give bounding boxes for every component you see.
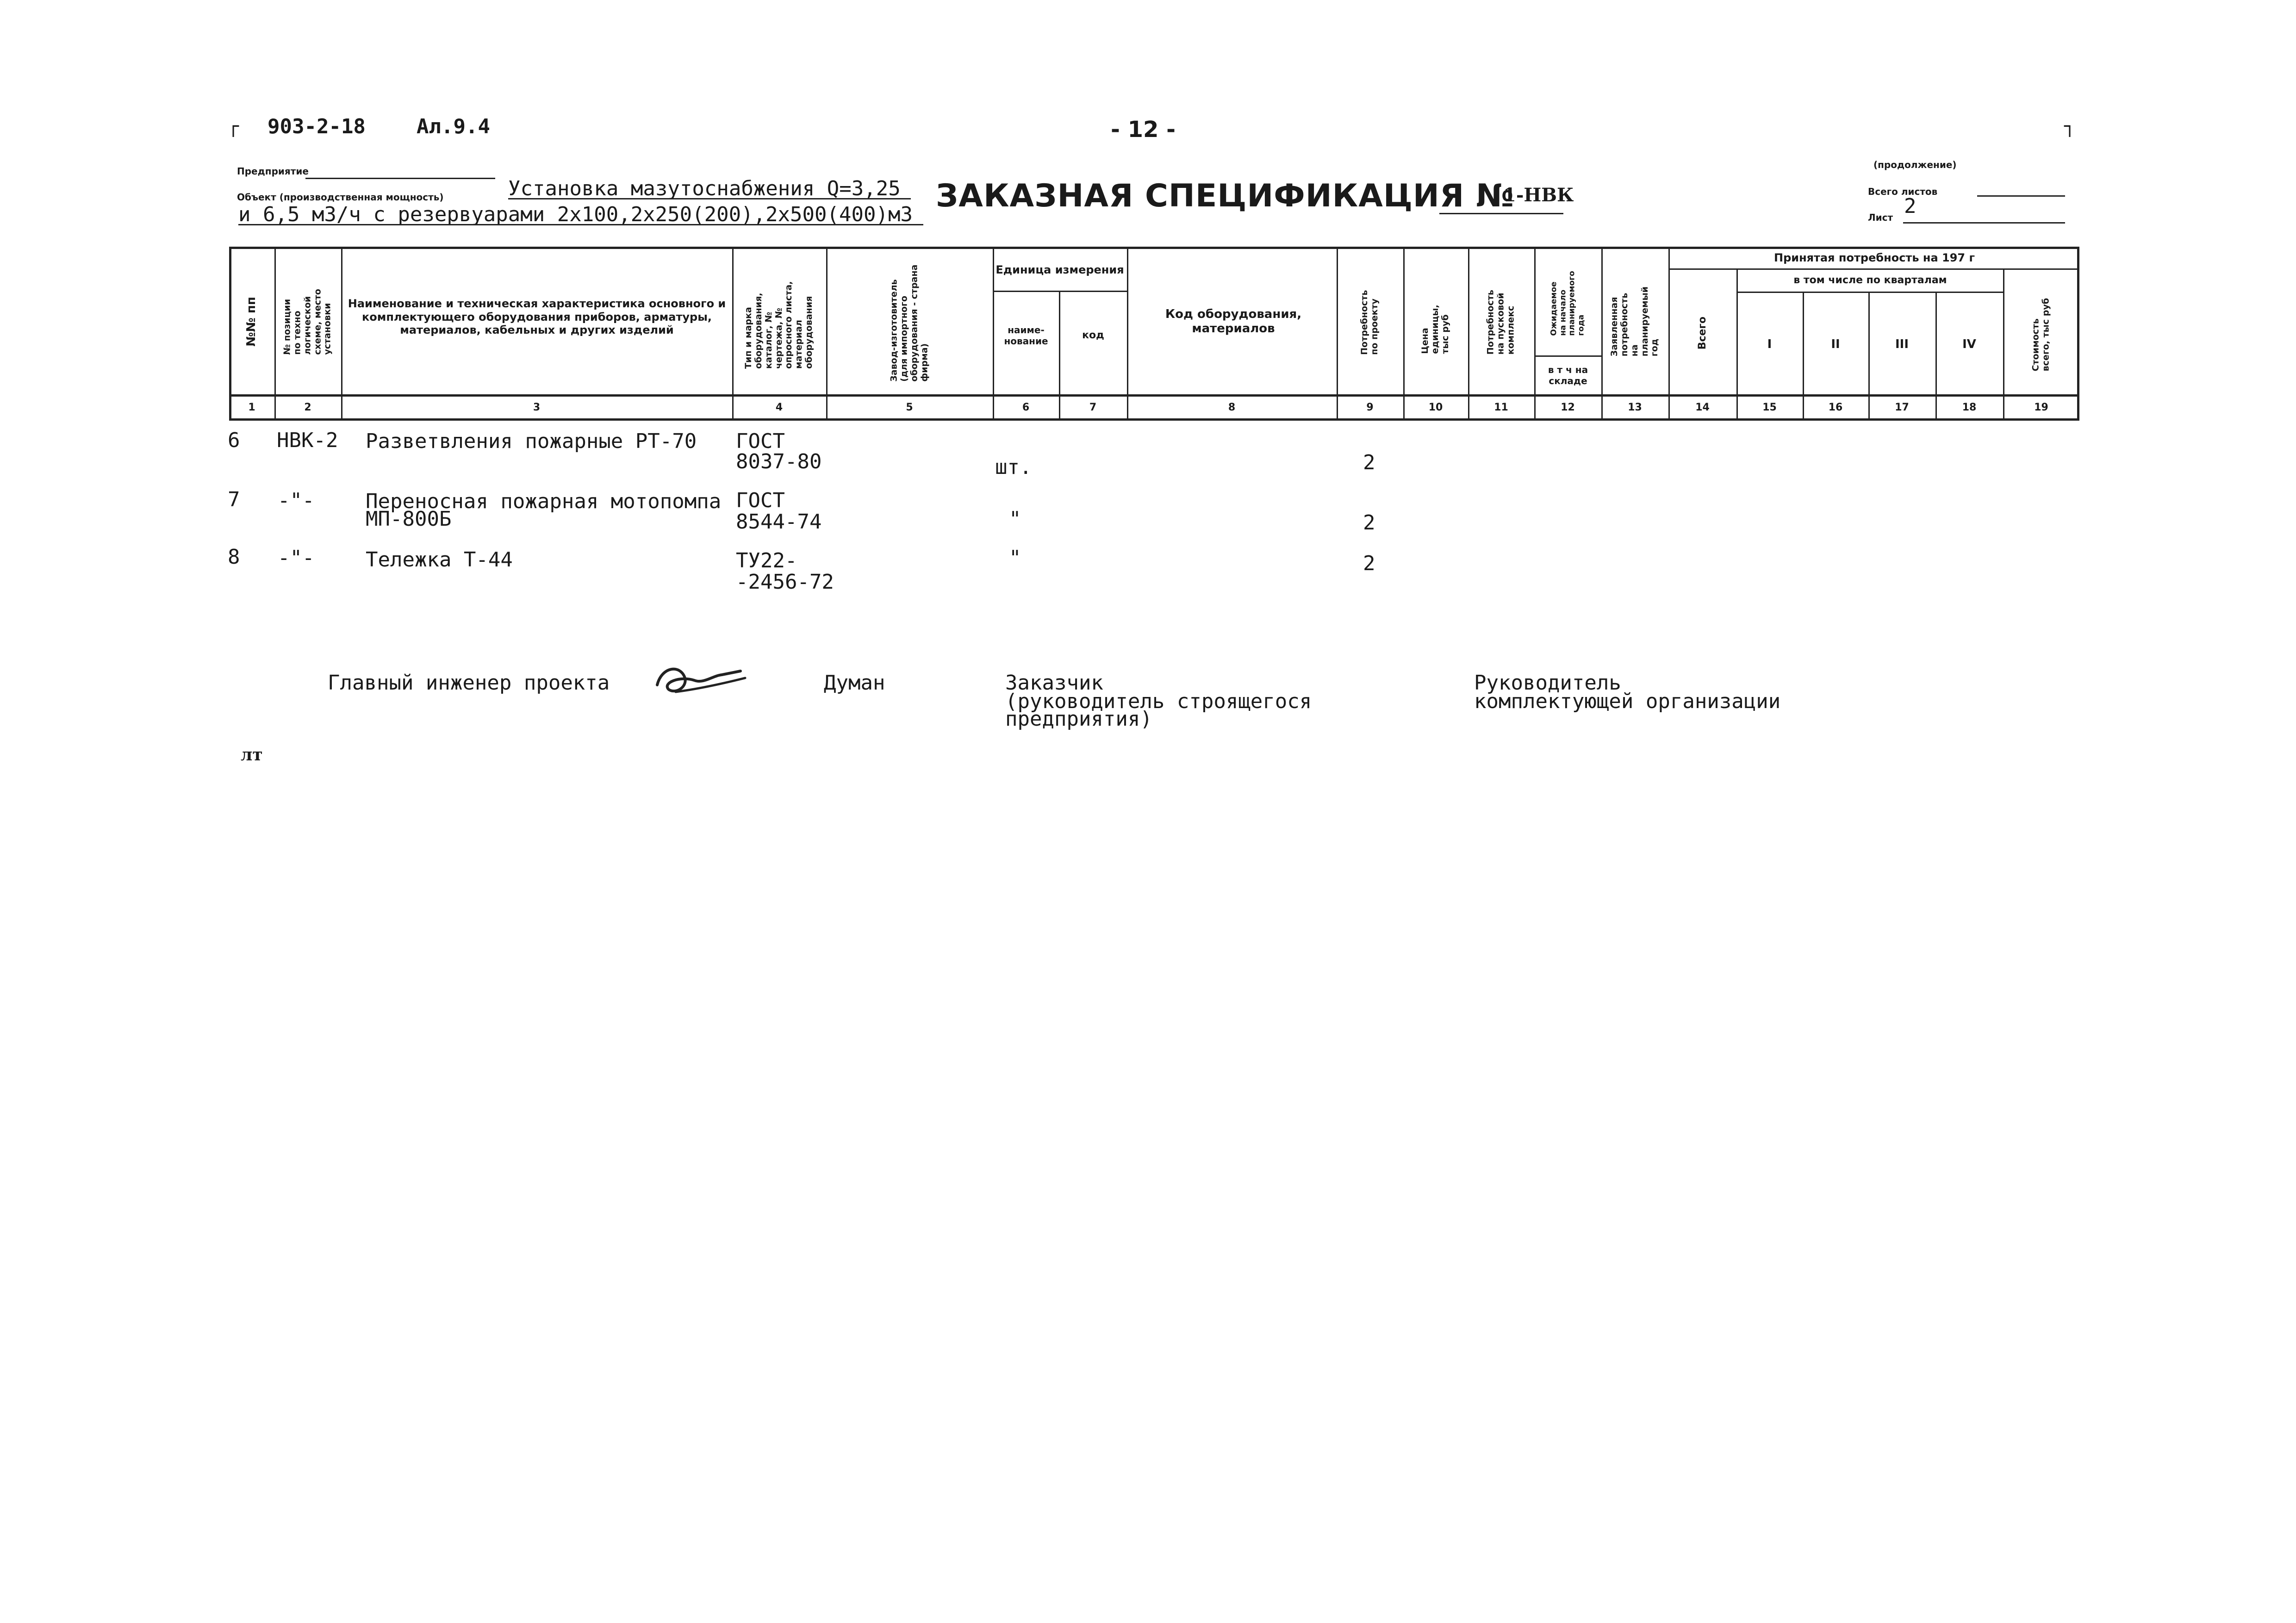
sheet-underline (1903, 222, 2065, 224)
sheet-value: 2 (1904, 194, 1916, 218)
row-standard: ТУ22- (736, 549, 797, 572)
album-number: Ал.9.4 (417, 115, 490, 138)
column-number: 11 (1494, 402, 1508, 413)
customer-line-1: Заказчик (1005, 671, 1103, 695)
row-number: 8 (228, 545, 240, 569)
header-col-15: I (1767, 337, 1772, 352)
row-unit: " (1009, 507, 1021, 531)
column-number: 3 (533, 402, 541, 413)
header-col-19: Стоимость всего, тыс руб (2030, 298, 2051, 372)
row-standard: ГОСТ (736, 489, 785, 512)
header-col-2: № позиции по техно логической схеме, место установки (282, 289, 333, 355)
row-standard: ГОСТ (736, 429, 785, 453)
footer-mark: лт (241, 745, 263, 765)
enterprise-label: Предприятие (237, 166, 309, 177)
supplier-line-2: комплектующей организации (1474, 690, 1781, 713)
spec-title: ЗАКАЗНАЯ СПЕЦИФИКАЦИЯ № (936, 178, 1514, 214)
header-unit-group: Единица измерения (996, 263, 1124, 276)
row-number: 6 (228, 429, 240, 452)
customer-line-3: предприятия) (1005, 707, 1152, 731)
row-name: Разветвления пожарные РТ-70 (366, 429, 697, 453)
row-quantity: 2 (1363, 511, 1375, 535)
enterprise-underline (305, 178, 495, 179)
row-divider (1736, 292, 2003, 293)
column-number: 9 (1366, 402, 1374, 413)
row-name: Тележка Т-44 (366, 548, 513, 572)
header-col-3: Наименование и техническая характеристика основного и комплектующего оборудования приборов, арматуры, материалов, кабельных и других изделий (348, 297, 726, 337)
column-number: 1 (248, 402, 255, 413)
object-underline-2 (238, 224, 923, 225)
column-number: 7 (1089, 402, 1097, 413)
row-number: 7 (228, 488, 240, 511)
header-col-5: Завод-изготовитель (для импортного оборудования - страна фирма) (889, 264, 929, 382)
column-number: 15 (1762, 402, 1777, 413)
document-code: 903-2-18 (268, 115, 366, 138)
row-position: НВК-2 (277, 429, 338, 452)
total-sheets-underline (1977, 195, 2065, 197)
object-line-2: и 6,5 м3/ч с резервуарами 2х100,2х250(200),2х500(400)м3 (238, 203, 913, 226)
row-divider (993, 291, 1127, 292)
header-accepted-group: Принятая потребность на 197 г (1773, 251, 1975, 264)
customer-line-2: (руководитель строящегося (1005, 690, 1312, 713)
header-col-1: №№ пп (244, 297, 259, 347)
row-divider (1534, 355, 1601, 357)
column-number: 8 (1228, 402, 1236, 413)
header-col-18: IV (1962, 337, 1976, 352)
row-name-2: МП-800Б (366, 507, 452, 531)
header-col-13: Заявленная потребность на планируемый год (1609, 286, 1660, 357)
header-col-9: Потребность по проекту (1359, 290, 1380, 355)
column-number: 4 (775, 402, 783, 413)
object-line-1: Установка мазутоснабжения Q=3,25 (508, 177, 901, 200)
column-number: 2 (304, 402, 311, 413)
row-unit: шт. (995, 455, 1032, 479)
column-number: 12 (1561, 402, 1575, 413)
header-col-6: наиме-нование (1004, 324, 1048, 347)
total-sheets-label: Всего листов (1868, 186, 1938, 197)
row-name: Переносная пожарная мотопомпа (366, 490, 722, 513)
row-standard-2: -2456-72 (736, 570, 834, 594)
header-col-17: III (1895, 337, 1909, 352)
row-divider (1668, 268, 2079, 270)
continuation-label: (продолжение) (1873, 159, 1957, 170)
column-number: 5 (906, 402, 913, 413)
column-number: 17 (1895, 402, 1909, 413)
row-quantity: 2 (1363, 552, 1375, 575)
chief-engineer-name: Думан (824, 671, 885, 695)
header-col-14: Всего (1696, 317, 1708, 350)
header-col-4: Тип и марка оборудования, каталог, № чертежа, № опросного листа, материал оборудования (743, 281, 815, 369)
supplier-line-1: Руководитель (1474, 671, 1621, 695)
column-number: 16 (1828, 402, 1843, 413)
header-col-10: Цена единицы, тыс руб (1420, 305, 1450, 354)
header-quarters-group: в том числе по кварталам (1793, 274, 1947, 286)
row-divider (229, 394, 2079, 397)
header-col-11: Потребность на пусковой комплекс (1485, 290, 1516, 355)
header-col-12-bottom: в т ч на складе (1548, 364, 1588, 386)
object-label: Объект (производственная мощность) (237, 192, 444, 203)
corner-mark-left: ┌ (228, 116, 239, 137)
spec-number: 1-НВК (1503, 184, 1574, 206)
page-number: - 12 - (1111, 117, 1176, 143)
chief-engineer-label: Главный инженер проекта (328, 671, 610, 695)
signature-mark-icon (648, 657, 750, 703)
sheet-label: Лист (1868, 212, 1893, 223)
column-number: 19 (2034, 402, 2048, 413)
row-unit: " (1009, 546, 1021, 570)
row-position: -"- (278, 489, 315, 512)
col-divider (1059, 291, 1060, 421)
header-col-12-top: Ожидаемое на начало планируемого года (1549, 271, 1586, 336)
row-quantity: 2 (1363, 451, 1375, 474)
header-col-7: код (1082, 329, 1104, 341)
header-col-16: II (1831, 337, 1840, 352)
header-col-8: Код оборудования, материалов (1165, 307, 1302, 336)
row-position: -"- (278, 546, 315, 570)
column-number: 18 (1962, 402, 1977, 413)
row-standard-2: 8037-80 (736, 450, 822, 473)
corner-mark-right: ┐ (2064, 116, 2076, 137)
column-number: 13 (1628, 402, 1642, 413)
column-number: 10 (1428, 402, 1443, 413)
column-number: 14 (1695, 402, 1710, 413)
object-underline-1 (508, 198, 911, 199)
row-standard-2: 8544-74 (736, 510, 822, 534)
spec-number-underline (1439, 213, 1563, 214)
column-number: 6 (1022, 402, 1030, 413)
